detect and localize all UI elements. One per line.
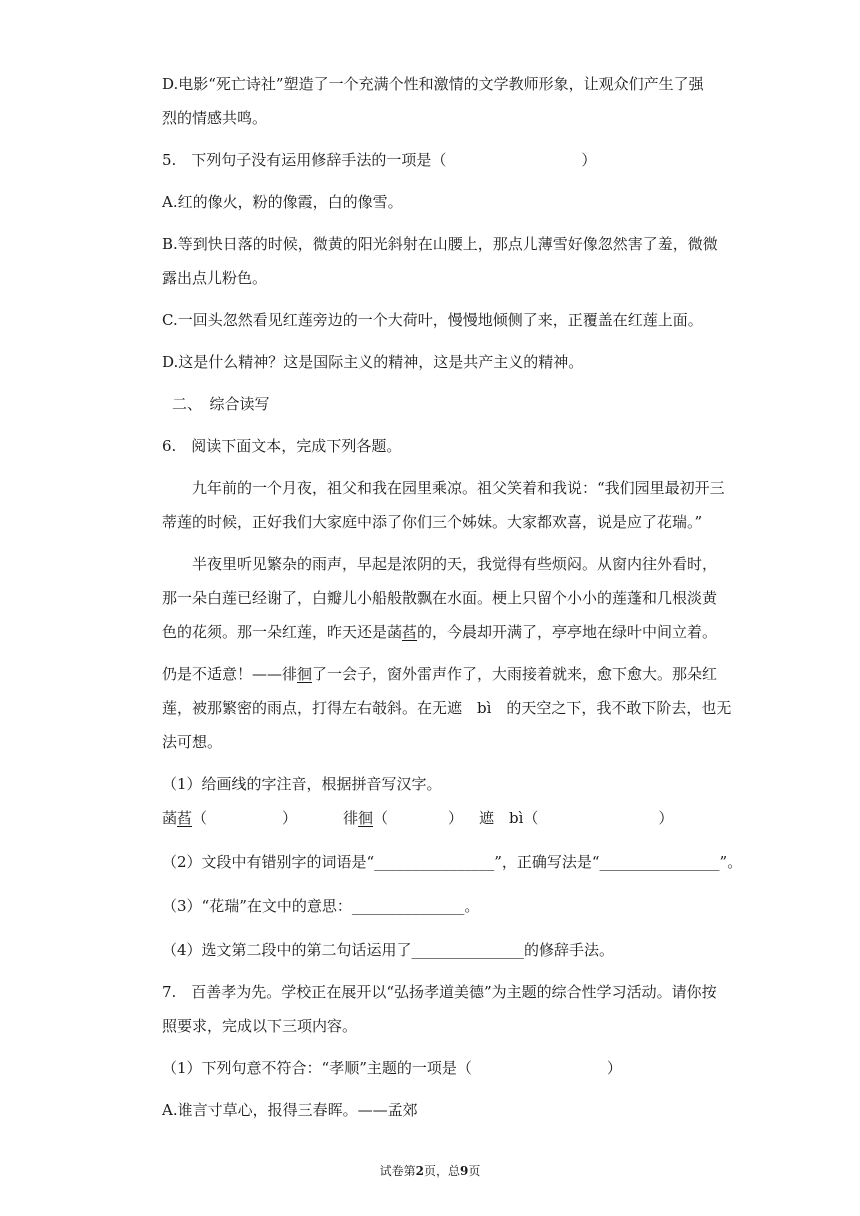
page-footer (0, 1162, 860, 1179)
q5-stem: 5. 下列句子没有运用修辞手法的一项是（ ） (162, 151, 597, 169)
passage-p2-line3 (162, 622, 717, 642)
q6-sub1-blank-b (343, 808, 463, 828)
q5-option-b-line1: B.等到快日落的时候，微黄的阳光斜射在山腰上，那点儿薄雪好像忽然害了羞，微微 (162, 235, 718, 253)
answer-blank[interactable]: （ ） (373, 809, 464, 827)
q6-sub1: （1）给画线的字注音，根据拼音写汉字。 (162, 775, 442, 793)
passage-p1-line2: 蒂莲的时候，正好我们大家庭中添了你们三个姊妹。大家都欢喜，说是应了花瑞。” (162, 513, 703, 531)
section-heading: 二、 综合读写 (172, 395, 270, 413)
q4-option-d-line2: 烈的情感共鸣。 (162, 109, 268, 127)
q6-sub1-blank-a (162, 808, 297, 828)
q6-sub4[interactable]: （4）选文第二段中的第二句话运用了_______________的修辞手法。 (162, 941, 615, 959)
q7-stem-line1: 7. 百善孝为先。学校正在展开以“弘扬孝道美德”为主题的综合性学习活动。请你按 (162, 983, 717, 1001)
passage-p1-line1: 九年前的一个月夜，祖父和我在园里乘凉。祖父笑着和我说：“我们园里最初开三 (192, 479, 725, 497)
total-pages-number: 9 (460, 1164, 469, 1178)
text-segment: 色的花须。那一朵红莲，昨天还是菡 (162, 623, 403, 641)
q6-sub3[interactable]: （3）“花瑞”在文中的意思：_______________。 (162, 897, 480, 915)
text-segment: 菡 (162, 809, 178, 827)
q7-stem-line2: 照要求，完成以下三项内容。 (162, 1017, 358, 1035)
text-segment: 了一会子，窗外雷声作了，大雨接着就来，愈下愈大。那朵红 (312, 665, 718, 683)
q5-option-c: C.一回头忽然看见红莲旁边的一个大荷叶，慢慢地倾侧了来，正覆盖在红莲上面。 (162, 311, 703, 329)
passage-p2-line6: 法可想。 (162, 733, 223, 751)
footer-text: 页 (468, 1164, 481, 1178)
passage-p2-line2: 那一朵白莲已经谢了，白瓣儿小船般散飘在水面。梗上只留个小小的莲蓬和几根淡黄 (162, 589, 718, 607)
current-page-number: 2 (415, 1164, 424, 1178)
passage-p2-line1: 半夜里听见繁杂的雨声，早起是浓阴的天，我觉得有些烦闷。从窗内往外看时， (192, 555, 718, 573)
text-segment: 仍是不适意！——徘 (162, 665, 298, 683)
passage-p2-line4 (162, 664, 717, 684)
q7-sub1: （1）下列句意不符合：“孝顺”主题的一项是（ ） (162, 1059, 622, 1077)
q5-option-d: D.这是什么精神？这是国际主义的精神，这是共产主义的精神。 (162, 353, 584, 371)
q6-stem: 6. 阅读下面文本，完成下列各题。 (162, 437, 402, 455)
underlined-char: 徊 (358, 809, 374, 827)
text-segment: 徘 (343, 809, 359, 827)
answer-blank[interactable]: （ ） (192, 809, 298, 827)
q5-option-a: A.红的像火，粉的像霞，白的像雪。 (162, 193, 403, 211)
underlined-char: 萏 (177, 809, 193, 827)
underlined-char: 萏 (402, 623, 418, 641)
q5-option-b-line2: 露出点儿粉色。 (162, 269, 268, 287)
footer-text: 试卷第 (379, 1164, 416, 1178)
q6-sub2[interactable]: （2）文段中有错别字的词语是“________________”，正确写法是“________________”。 (162, 853, 743, 871)
passage-p2-line5: 莲，被那繁密的雨点，打得左右攲斜。在无遮 bì 的天空之下，我不敢下阶去，也无 (162, 699, 732, 717)
underlined-char: 徊 (297, 665, 313, 683)
text-segment: 的，今晨却开满了，亭亭地在绿叶中间立着。 (417, 623, 718, 641)
q7-option-a: A.谁言寸草心，报得三春晖。——孟郊 (162, 1101, 418, 1119)
q6-sub1-blank-c[interactable]: 遮 bì（ ） (479, 809, 674, 827)
q4-option-d-line1: D.电影“死亡诗社”塑造了一个充满个性和激情的文学教师形象，让观众们产生了强 (162, 75, 704, 93)
footer-text: 页，总 (423, 1164, 460, 1178)
